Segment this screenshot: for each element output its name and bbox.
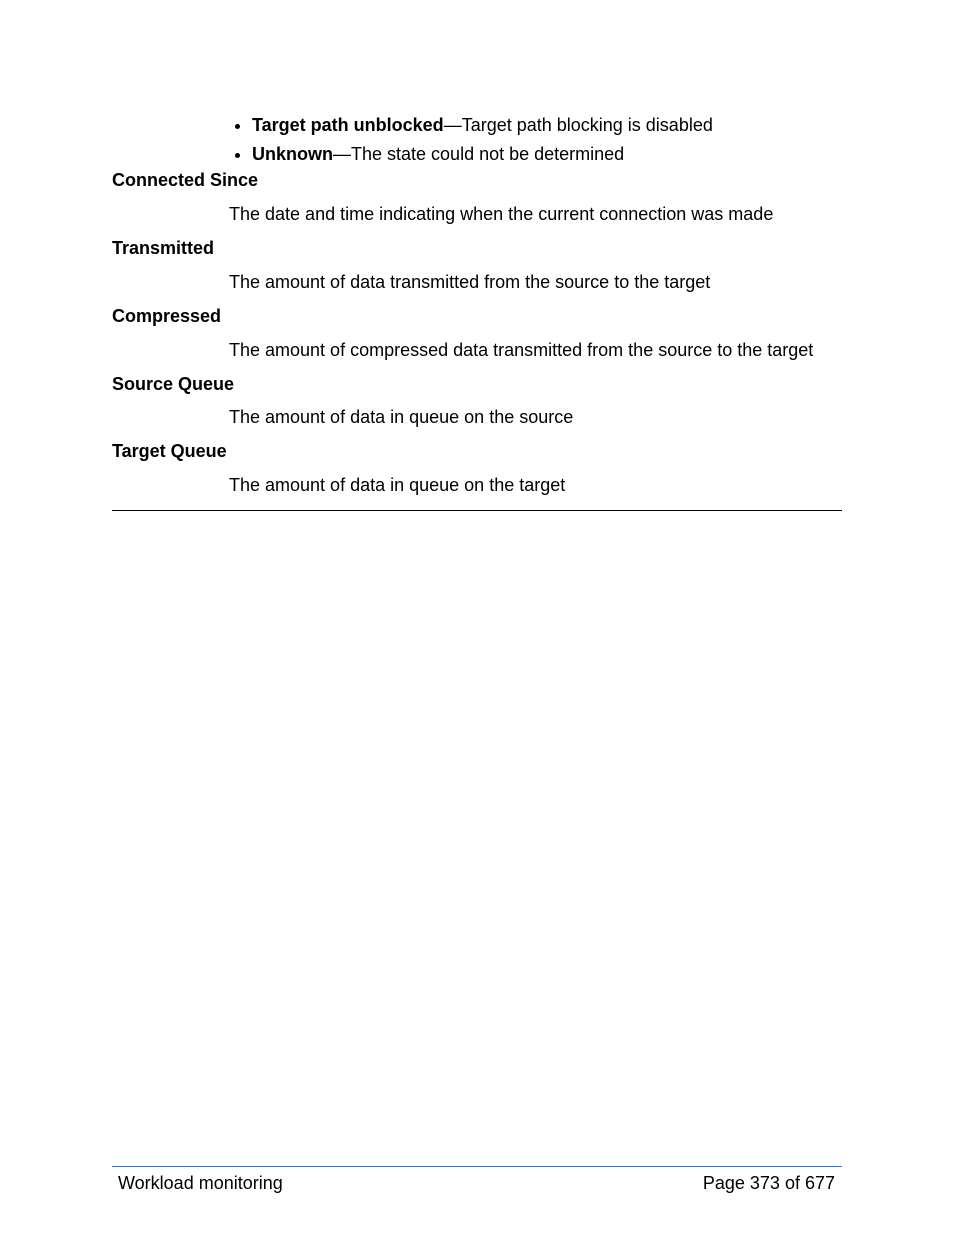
bullet-term: Unknown [252,144,333,164]
bullet-text: —Target path blocking is disabled [443,115,713,135]
term-target-queue: Target Queue [112,441,227,461]
term-compressed: Compressed [112,306,222,326]
table-bottom-divider [112,510,842,511]
term-connected-since: Connected Since [112,170,259,190]
footer-section-title: Workload monitoring [118,1173,283,1193]
footer-divider [112,1166,842,1167]
term-transmitted: Transmitted [112,238,215,258]
desc-connected-since: The date and time indicating when the current connection was made [229,204,774,224]
bullet-target-path-unblocked [252,111,713,140]
desc-target-queue: The amount of data in queue on the target [229,475,566,495]
bullet-unknown [252,140,713,169]
bullet-dot-icon [235,124,240,129]
bullet-text: —The state could not be determined [333,144,625,164]
desc-transmitted: The amount of data transmitted from the source to the target [229,272,711,292]
desc-source-queue: The amount of data in queue on the source [229,407,574,427]
state-bullet-list [252,111,713,169]
desc-compressed: The amount of compressed data transmitted from the source to the target [229,340,814,360]
bullet-dot-icon [235,153,240,158]
term-source-queue: Source Queue [112,374,235,394]
bullet-term: Target path unblocked [252,115,444,135]
footer-page-number: Page 373 of 677 [702,1173,835,1193]
